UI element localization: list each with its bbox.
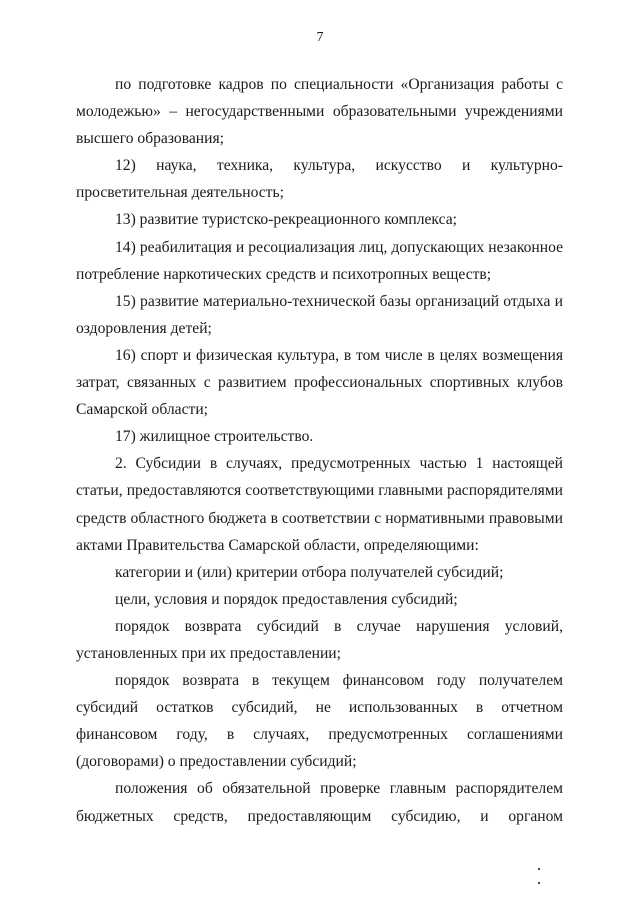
paragraph-item-12: 12) наука, техника, культура, искусство и культурно-просветительная деятельность; [76,157,563,202]
paragraph-goals: цели, условия и порядок предоставления субсидий; [115,590,458,608]
paragraph-criteria: категории и (или) критерии отбора получателей субсидий; [115,563,504,581]
document-body [76,71,563,830]
paragraph-item-17: 17) жилищное строительство. [115,428,314,446]
page-number: 7 [316,30,324,45]
paragraph-section-2: 2. Субсидии в случаях, предусмотренных частью 1 настоящей статьи, предоставляются соответствующими главными распорядителями средств областного бюджета в соответствии с нормативными правовыми актами Правительства Самарской области, определяющими: [76,455,563,554]
paragraph-item-15: 15) развитие материально-технической базы организаций отдыха и оздоровления детей; [76,292,563,337]
paragraph-item-16: 16) спорт и физическая культура, в том числе в целях возмещения затрат, связанных с развитием профессиональных спортивных клубов Самарской области; [76,346,563,419]
paragraph-return-violation: порядок возврата субсидий в случае нарушения условий, установленных при их предоставлении; [76,617,563,662]
paragraph-continuation: по подготовке кадров по специальности «Организация работы с молодежью» – негосударственными образовательными учреждениями высшего образования; [76,76,563,148]
paragraph-item-13: 13) развитие туристско-рекреационного комплекса; [115,211,457,229]
scan-speck [538,882,540,884]
scan-speck [538,868,540,870]
paragraph-audit-provisions: положения об обязательной проверке главным распорядителем бюджетных средств, предоставляющим субсидию, и органом [76,780,563,825]
paragraph-item-14: 14) реабилитация и ресоциализация лиц, допускающих незаконное потребление наркотических средств и психотропных веществ; [76,238,563,283]
paragraph-return-remainder: порядок возврата в текущем финансовом году получателем субсидий остатков субсидий, не использованных в отчетном финансовом году, в случаях, предусмотренных соглашениями (договорами) о предоставлении субсидий; [76,672,563,771]
